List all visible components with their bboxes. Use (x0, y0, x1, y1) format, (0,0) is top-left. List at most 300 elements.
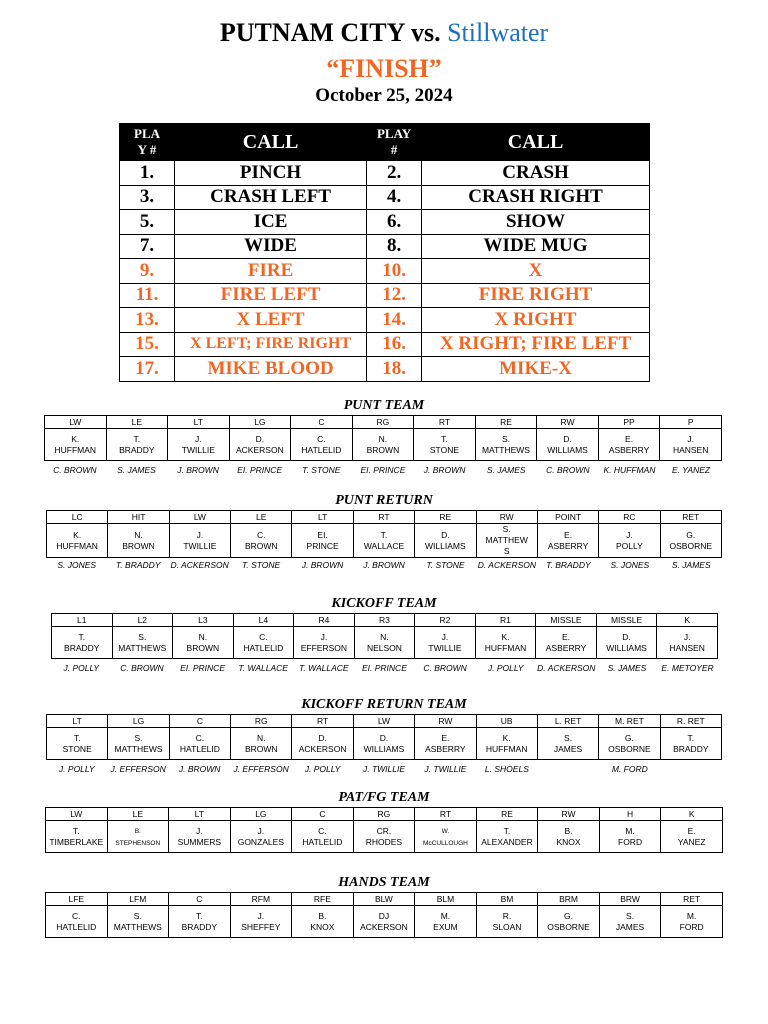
player-initial: J. (195, 433, 202, 444)
player-initial: E. (625, 433, 634, 444)
position-label: HIT (108, 511, 169, 524)
backup-player: J. POLLY (63, 663, 100, 673)
backup-player: EI. PRINCE (362, 663, 407, 673)
position-label: LT (47, 715, 108, 728)
play-call: X RIGHT; FIRE LEFT (422, 332, 650, 357)
position-row (47, 715, 722, 728)
player-surname: ASBERRY (608, 444, 650, 455)
play-number: 8. (367, 234, 422, 259)
player-initial: D. (622, 631, 631, 642)
position-label: BRM (538, 893, 600, 906)
player-initial: N. (134, 529, 143, 540)
backup-player: T. BRADDY (115, 560, 161, 570)
position-label: R1 (475, 614, 536, 627)
pat-fg-teamtitle: PAT/FG TEAM (338, 790, 430, 805)
position-label: P (660, 416, 722, 429)
player-surname: EFFERSON (300, 642, 348, 653)
backup-player: E. YANEZ (672, 465, 711, 475)
play-call: FIRE LEFT (175, 283, 367, 308)
player-name (475, 429, 537, 461)
player-name (660, 728, 721, 760)
play-number: 1. (120, 161, 175, 186)
player-surname: NELSON (366, 642, 402, 653)
player-initial: T. (133, 433, 141, 444)
position-label: LG (230, 808, 292, 821)
player-surname: STONE (62, 743, 92, 754)
player-initial: T. (73, 732, 81, 743)
player-initial: J. (257, 825, 265, 836)
player-surname: MATTHEWS (114, 743, 163, 754)
play-number: 14. (367, 308, 422, 333)
play-call: X LEFT (175, 308, 367, 333)
play-number: 4. (367, 185, 422, 210)
player-name (476, 728, 537, 760)
position-label: MISSLE (536, 614, 597, 627)
player-initial: K. (501, 631, 510, 642)
player-surname: ACKERSON (236, 444, 284, 455)
player-initial: G. (624, 732, 634, 743)
position-label: RET (660, 511, 721, 524)
player-initial: E. (562, 631, 571, 642)
play-call-row (120, 161, 650, 186)
player-surname: EXUM (433, 921, 458, 932)
player-surname: BRADDY (64, 642, 100, 653)
player-name (168, 429, 230, 461)
backup-player: T. STONE (241, 560, 281, 570)
player-name (660, 524, 721, 558)
player-surname: TWILLIE (428, 642, 462, 653)
opponent-team: Stillwater (447, 18, 549, 47)
player-surname: BROWN (244, 743, 278, 754)
play-number: 18. (367, 357, 422, 382)
play-calls-table (119, 123, 650, 382)
player-initial: N. (380, 631, 389, 642)
player-initial: N. (378, 433, 388, 444)
position-label: C (169, 715, 230, 728)
position-label: L1 (52, 614, 113, 627)
home-team: PUTNAM CITY vs. (219, 18, 441, 47)
punt-teamtitle: PUNT TEAM (343, 398, 425, 413)
play-number: 17. (120, 357, 175, 382)
play-number: 2. (367, 161, 422, 186)
position-label: RT (414, 416, 476, 429)
play-call-row (120, 185, 650, 210)
player-name (476, 821, 538, 853)
player-initial: D. (441, 529, 450, 540)
player-name (353, 821, 415, 853)
player-initial: N. (198, 631, 208, 642)
play-call: WIDE MUG (422, 234, 650, 259)
player-surname: OSBORNE (669, 540, 713, 551)
play-call: CRASH LEFT (175, 185, 367, 210)
player-name (107, 906, 169, 938)
backup-row (44, 465, 722, 475)
position-label: RT (415, 808, 477, 821)
position-label: MISSLE (596, 614, 657, 627)
player-surname: HATLELID (56, 921, 97, 932)
backup-player: D. ACKERSON (537, 663, 596, 673)
player-initial: B. (564, 825, 573, 836)
player-name (353, 728, 414, 760)
player-initial: T. (503, 825, 511, 836)
backup-player: J. BROWN (178, 764, 221, 774)
player-name (657, 627, 718, 659)
player-surname: POLLY (616, 540, 643, 551)
position-label: LE (106, 416, 168, 429)
player-initial: J. (196, 825, 203, 836)
player-name (415, 627, 476, 659)
hands-teamtable (45, 892, 723, 938)
player-initial: DJ (378, 910, 390, 921)
player-surname: YANEZ (677, 836, 706, 847)
player-name (475, 627, 536, 659)
player-name (354, 627, 415, 659)
position-label: RT (292, 715, 353, 728)
player-initial: J. (626, 529, 633, 540)
player-initial: S. (138, 631, 147, 642)
position-label: RE (415, 511, 476, 524)
backup-player: J. BROWN (423, 465, 466, 475)
position-label: C (292, 808, 354, 821)
position-label: RC (599, 511, 660, 524)
player-surname: PRINCE (306, 540, 339, 551)
punt-returntitle: PUNT RETURN (335, 493, 433, 508)
player-name (415, 906, 477, 938)
player-name (233, 627, 294, 659)
player-initial: T. (72, 825, 80, 836)
player-name (46, 906, 108, 938)
pat-fg-teamtable (45, 807, 723, 853)
position-label: RW (415, 715, 476, 728)
player-initial: T. (441, 433, 448, 444)
play-number: 7. (120, 234, 175, 259)
player-initial: W. (441, 827, 450, 835)
player-surname: HATLELID (302, 836, 343, 847)
player-initial: S. (564, 732, 573, 743)
position-label: M. RET (599, 715, 660, 728)
player-surname: ASBERRY (545, 642, 587, 653)
player-surname: STEPHENSON (115, 839, 161, 847)
player-surname: JAMES (615, 921, 645, 932)
player-name (47, 524, 108, 558)
call-header-right: CALL (422, 124, 650, 161)
backup-player: L. SHOELS (484, 764, 529, 774)
player-surname: BRADDY (673, 743, 709, 754)
player-surname: GONZALES (237, 836, 284, 847)
backup-player: T. STONE (302, 465, 341, 475)
backup-player: S. JAMES (671, 560, 711, 570)
position-label: LT (292, 511, 353, 524)
backup-player: EI. PRINCE (360, 465, 406, 475)
player-initial: S. (133, 910, 142, 921)
player-name (47, 728, 108, 760)
player-name (169, 728, 230, 760)
position-row (46, 808, 723, 821)
player-row (46, 906, 723, 938)
backup-player: J. BROWN (301, 560, 344, 570)
player-initial: C. (318, 825, 327, 836)
player-name (292, 906, 354, 938)
player-name (231, 728, 292, 760)
player-name (538, 906, 600, 938)
backup-player: S. JAMES (607, 663, 647, 673)
position-label: LFE (46, 893, 108, 906)
position-label: RW (537, 416, 599, 429)
player-initial: C. (317, 433, 326, 444)
backup-player: T. STONE (426, 560, 465, 570)
position-label: LT (169, 808, 231, 821)
position-label: RT (353, 511, 414, 524)
player-surname: FORD (679, 921, 704, 932)
backup-player (538, 764, 599, 774)
player-surname: SLOAN (492, 921, 522, 932)
player-initial: CR. (376, 825, 392, 836)
position-label: RG (353, 808, 415, 821)
backup-player: C. BROWN (53, 465, 97, 475)
page-title (0, 18, 768, 48)
backup-player: J. POLLY (487, 663, 524, 673)
backup-player: S. JAMES (117, 465, 156, 475)
backup-player: D. ACKERSON (477, 560, 537, 570)
position-label: LW (353, 715, 414, 728)
player-name (596, 627, 657, 659)
play-call: FIRE RIGHT (422, 283, 650, 308)
kickoff-teamtable (51, 613, 718, 659)
backup-player: S. JONES (610, 560, 650, 570)
backup-player: C. BROWN (423, 663, 467, 673)
player-surname: KNOX (556, 836, 581, 847)
backup-player: T. WALLACE (299, 663, 349, 673)
call-header-left: CALL (175, 124, 367, 161)
player-initial: T. (380, 529, 388, 540)
player-initial: G. (686, 529, 696, 540)
backup-player: C. BROWN (546, 465, 590, 475)
kickoff-teamtitle: KICKOFF TEAM (331, 596, 437, 611)
player-surname: S (503, 546, 510, 556)
player-surname: ACKERSON (298, 743, 347, 754)
player-initial: E. (687, 825, 696, 836)
position-label: R. RET (660, 715, 721, 728)
player-name (599, 728, 660, 760)
backup-player: J. TWILLIE (424, 764, 467, 774)
play-call: SHOW (422, 210, 650, 235)
player-name (660, 429, 722, 461)
player-name (353, 524, 414, 558)
position-label: R4 (294, 614, 355, 627)
player-initial: R. (502, 910, 512, 921)
player-initial: T. (78, 631, 86, 642)
play-number-header-right: PLAY # (367, 124, 422, 161)
position-label: R3 (354, 614, 415, 627)
position-label: LE (231, 511, 292, 524)
player-surname: HUFFMAN (56, 540, 98, 551)
punt-teamtable (44, 415, 722, 461)
position-row (45, 416, 722, 429)
player-name (415, 728, 476, 760)
play-call: WIDE (175, 234, 367, 259)
player-surname: MATTHEWS (113, 921, 162, 932)
position-label: RW (476, 511, 537, 524)
player-surname: KNOX (310, 921, 335, 932)
position-label: C (291, 416, 353, 429)
play-number: 3. (120, 185, 175, 210)
play-number: 6. (367, 210, 422, 235)
player-name (46, 821, 108, 853)
player-name (106, 429, 168, 461)
backup-player: J. TWILLIE (362, 764, 406, 774)
player-surname: WILLIAMS (547, 444, 588, 455)
player-surname: HANSEN (669, 642, 705, 653)
player-name (537, 524, 598, 558)
position-label: K (661, 808, 723, 821)
player-surname: OSBORNE (608, 743, 651, 754)
player-name (598, 429, 660, 461)
player-initial: T. (687, 732, 695, 743)
player-row (45, 429, 722, 461)
player-surname: HUFFMAN (485, 743, 528, 754)
player-initial: D. (379, 732, 389, 743)
position-label: RW (538, 808, 600, 821)
player-surname: ASBERRY (425, 743, 466, 754)
backup-player: T. WALLACE (238, 663, 288, 673)
player-surname: BROWN (366, 444, 400, 455)
backup-player (661, 764, 722, 774)
player-surname: MATTHEW (485, 535, 528, 545)
player-surname: STONE (429, 444, 460, 455)
player-surname: BRADDY (181, 921, 218, 932)
player-name (112, 627, 173, 659)
kickoff-return-teamtable (46, 714, 722, 760)
play-call: X LEFT; FIRE RIGHT (175, 332, 367, 357)
play-number: 5. (120, 210, 175, 235)
player-initial: J. (441, 631, 449, 642)
player-initial: M. (440, 910, 451, 921)
play-call-row (120, 332, 650, 357)
position-label: LC (47, 511, 108, 524)
backup-player: M. FORD (611, 764, 648, 774)
player-name (661, 906, 723, 938)
player-surname: WALLACE (363, 540, 405, 551)
position-label: RFM (230, 893, 292, 906)
position-label: RFE (292, 893, 354, 906)
backup-row (46, 560, 722, 570)
player-name (169, 906, 231, 938)
play-call: MIKE-X (422, 357, 650, 382)
position-label: LT (168, 416, 230, 429)
play-number: 10. (367, 259, 422, 284)
player-initial: C. (195, 732, 205, 743)
player-name (230, 821, 292, 853)
player-initial: M. (625, 825, 635, 836)
game-theme: “FINISH” (326, 54, 442, 83)
player-initial: J. (687, 433, 694, 444)
position-label: PP (598, 416, 660, 429)
player-surname: HUFFMAN (484, 642, 527, 653)
player-initial: K. (71, 433, 80, 444)
player-initial: D. (318, 732, 327, 743)
player-name (537, 728, 598, 760)
position-label: RG (352, 416, 414, 429)
player-name (292, 524, 353, 558)
player-surname: ASBERRY (547, 540, 589, 551)
player-initial: C. (259, 631, 268, 642)
player-surname: RHODES (365, 836, 403, 847)
player-name (352, 429, 414, 461)
player-name (169, 821, 231, 853)
player-surname: HATLELID (179, 743, 220, 754)
player-name (599, 906, 661, 938)
player-name (661, 821, 723, 853)
player-surname: McCULLOUGH (423, 839, 468, 847)
player-name (414, 429, 476, 461)
player-surname: WILLIAMS (363, 743, 405, 754)
position-label: R2 (415, 614, 476, 627)
player-initial: J. (196, 529, 204, 540)
position-label: BLM (415, 893, 477, 906)
player-row (47, 728, 722, 760)
play-call: X (422, 259, 650, 284)
player-row (46, 821, 723, 853)
position-label: LFM (107, 893, 169, 906)
player-initial: T. (196, 910, 203, 921)
backup-player: J. POLLY (304, 764, 341, 774)
play-number: 13. (120, 308, 175, 333)
backup-player: EI. PRINCE (237, 465, 283, 475)
backup-player: C. BROWN (120, 663, 164, 673)
backup-player: J. EFFERSON (110, 764, 166, 774)
player-name (536, 627, 597, 659)
position-label: BLW (353, 893, 415, 906)
play-number: 16. (367, 332, 422, 357)
player-name (538, 821, 600, 853)
position-label: LG (229, 416, 291, 429)
player-initial: C. (72, 910, 81, 921)
player-name (599, 524, 660, 558)
position-label: C (169, 893, 231, 906)
player-name (476, 524, 537, 558)
player-name (173, 627, 234, 659)
player-initial: J. (257, 910, 265, 921)
player-surname: ACKERSON (360, 921, 408, 932)
backup-player: J. EFFERSON (233, 764, 289, 774)
player-surname: BROWN (186, 642, 220, 653)
backup-player: D. ACKERSON (170, 560, 229, 570)
player-name (292, 821, 354, 853)
backup-player: EI. PRINCE (180, 663, 225, 673)
player-surname: MATTHEWS (118, 642, 167, 653)
player-initial: J. (320, 631, 328, 642)
player-name (107, 821, 169, 853)
position-label: LE (107, 808, 169, 821)
position-label: LG (108, 715, 169, 728)
player-name (476, 906, 538, 938)
backup-player: J. BROWN (177, 465, 219, 475)
punt-returntable (46, 510, 722, 558)
player-initial: E. (564, 529, 573, 540)
backup-player: E. METOYER (661, 663, 714, 673)
play-number: 12. (367, 283, 422, 308)
play-number-header-left: PLA Y # (120, 124, 175, 161)
play-call-row (120, 234, 650, 259)
player-name (415, 821, 477, 853)
backup-row (46, 764, 722, 774)
play-call: CRASH RIGHT (422, 185, 650, 210)
position-row (47, 511, 722, 524)
play-number: 11. (120, 283, 175, 308)
backup-player: K. HUFFMAN (603, 465, 656, 475)
player-initial: D. (563, 433, 572, 444)
player-surname: WILLIAMS (425, 540, 466, 551)
